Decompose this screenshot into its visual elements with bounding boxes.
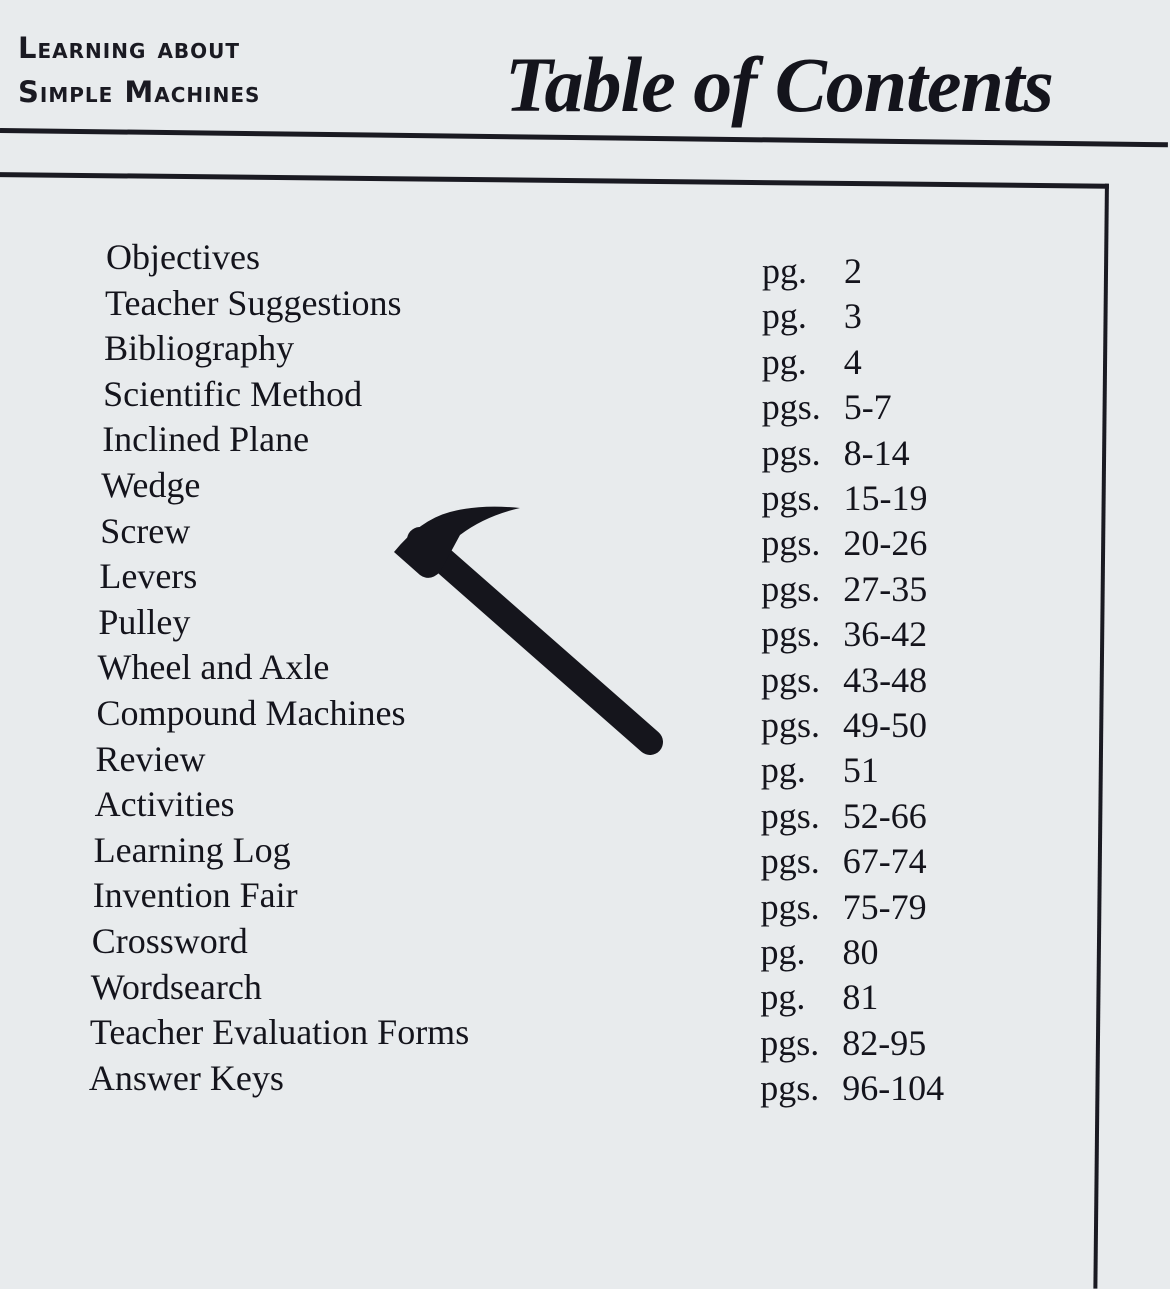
page-numbers: 8-14	[843, 432, 910, 473]
page-label: pgs.	[761, 614, 821, 655]
page-numbers: 96-104	[842, 1068, 945, 1109]
page-label: pgs.	[760, 1068, 820, 1109]
toc-entry-pages	[760, 1067, 944, 1109]
toc-entry-title: Inclined Plane	[102, 419, 310, 460]
toc-entry-title: Pulley	[98, 601, 191, 642]
page-label: pg.	[761, 341, 807, 382]
page-numbers: 27-35	[843, 568, 928, 609]
page-label: pgs.	[761, 523, 821, 564]
toc-entry-title: Bibliography	[104, 328, 295, 369]
toc-entry-title: Teacher Evaluation Forms	[89, 1012, 470, 1053]
page-numbers: 81	[842, 977, 879, 1018]
series-title	[18, 26, 260, 114]
page-label: pg.	[761, 296, 807, 337]
page-numbers: 4	[843, 341, 862, 382]
toc-entry-pages	[761, 931, 879, 973]
page-title: Table of Contents	[505, 41, 1053, 128]
toc-entry-title: Levers	[99, 556, 198, 597]
toc-entry-pages	[761, 522, 927, 564]
toc-entry-pages	[762, 250, 862, 292]
toc-entry-title: Compound Machines	[96, 693, 406, 733]
page-numbers: 36-42	[843, 614, 928, 655]
page-label: pg.	[760, 932, 806, 972]
page-label: pgs.	[760, 1022, 820, 1063]
toc-entry-title: Teacher Suggestions	[105, 282, 402, 323]
page-numbers: 20-26	[843, 523, 928, 564]
page-label: pgs.	[760, 795, 820, 836]
toc-entry-title: Learning Log	[93, 829, 291, 870]
page-label: pg.	[762, 251, 807, 291]
page-label: pgs.	[761, 432, 821, 473]
toc-entry-pages	[761, 659, 927, 701]
toc-entry-title: Answer Keys	[88, 1057, 284, 1098]
toc-entry-pages	[761, 568, 927, 610]
toc-entry-pages	[762, 386, 892, 428]
toc-entry-pages	[762, 341, 862, 383]
toc-entry-title: Review	[95, 738, 206, 779]
toc-entry-pages	[761, 704, 927, 746]
page-numbers: 2	[844, 251, 862, 291]
page-label: pg.	[760, 977, 806, 1018]
toc-entry-title: Scientific Method	[103, 373, 363, 414]
toc-entry-pages	[761, 749, 879, 791]
toc-entry-pages	[761, 795, 927, 837]
page-label: pgs.	[760, 841, 820, 882]
toc-entry-title: Objectives	[106, 237, 260, 277]
page-numbers: 49-50	[843, 705, 927, 745]
page-label: pgs.	[761, 705, 821, 745]
toc-entry-pages	[761, 613, 927, 655]
page-numbers: 3	[843, 296, 862, 337]
toc-entry-pages	[762, 432, 910, 474]
toc-entry-title: Crossword	[91, 921, 248, 961]
page-label: pgs.	[761, 659, 821, 700]
toc-entry-pages	[760, 976, 878, 1018]
page-label: pg.	[760, 750, 806, 791]
toc-entry-title: Activities	[94, 784, 235, 825]
page-label: pgs.	[761, 568, 821, 609]
toc-entry-title: Wedge	[101, 465, 201, 505]
page-numbers: 52-66	[842, 795, 927, 836]
page-numbers: 15-19	[843, 478, 928, 518]
toc-entry-title: Wordsearch	[90, 966, 262, 1007]
page-numbers: 43-48	[843, 659, 928, 700]
toc-entry-title: Wheel and Axle	[97, 647, 330, 688]
page-label: pgs.	[761, 478, 821, 518]
page-numbers: 75-79	[842, 886, 927, 927]
hammer-icon	[380, 490, 680, 780]
toc-entry-title: Screw	[100, 510, 191, 551]
series-title-line1: Learning about	[18, 31, 241, 65]
page-numbers: 51	[842, 750, 879, 791]
page-numbers: 80	[842, 932, 879, 972]
page-numbers: 5-7	[843, 387, 892, 428]
toc-entry-pages	[762, 477, 928, 519]
page-numbers: 82-95	[842, 1022, 927, 1063]
page-label: pgs.	[761, 387, 821, 428]
page-label: pgs.	[760, 886, 820, 927]
series-title-line2: Simple Machines	[18, 75, 261, 109]
header-rule	[0, 128, 1168, 147]
page-numbers: 67-74	[842, 841, 927, 882]
toc-entry-pages	[762, 295, 862, 337]
toc-entry-title: Invention Fair	[92, 875, 298, 916]
toc-entry-pages	[761, 840, 927, 882]
toc-entry-pages	[761, 886, 927, 928]
toc-entry-pages	[760, 1022, 926, 1064]
